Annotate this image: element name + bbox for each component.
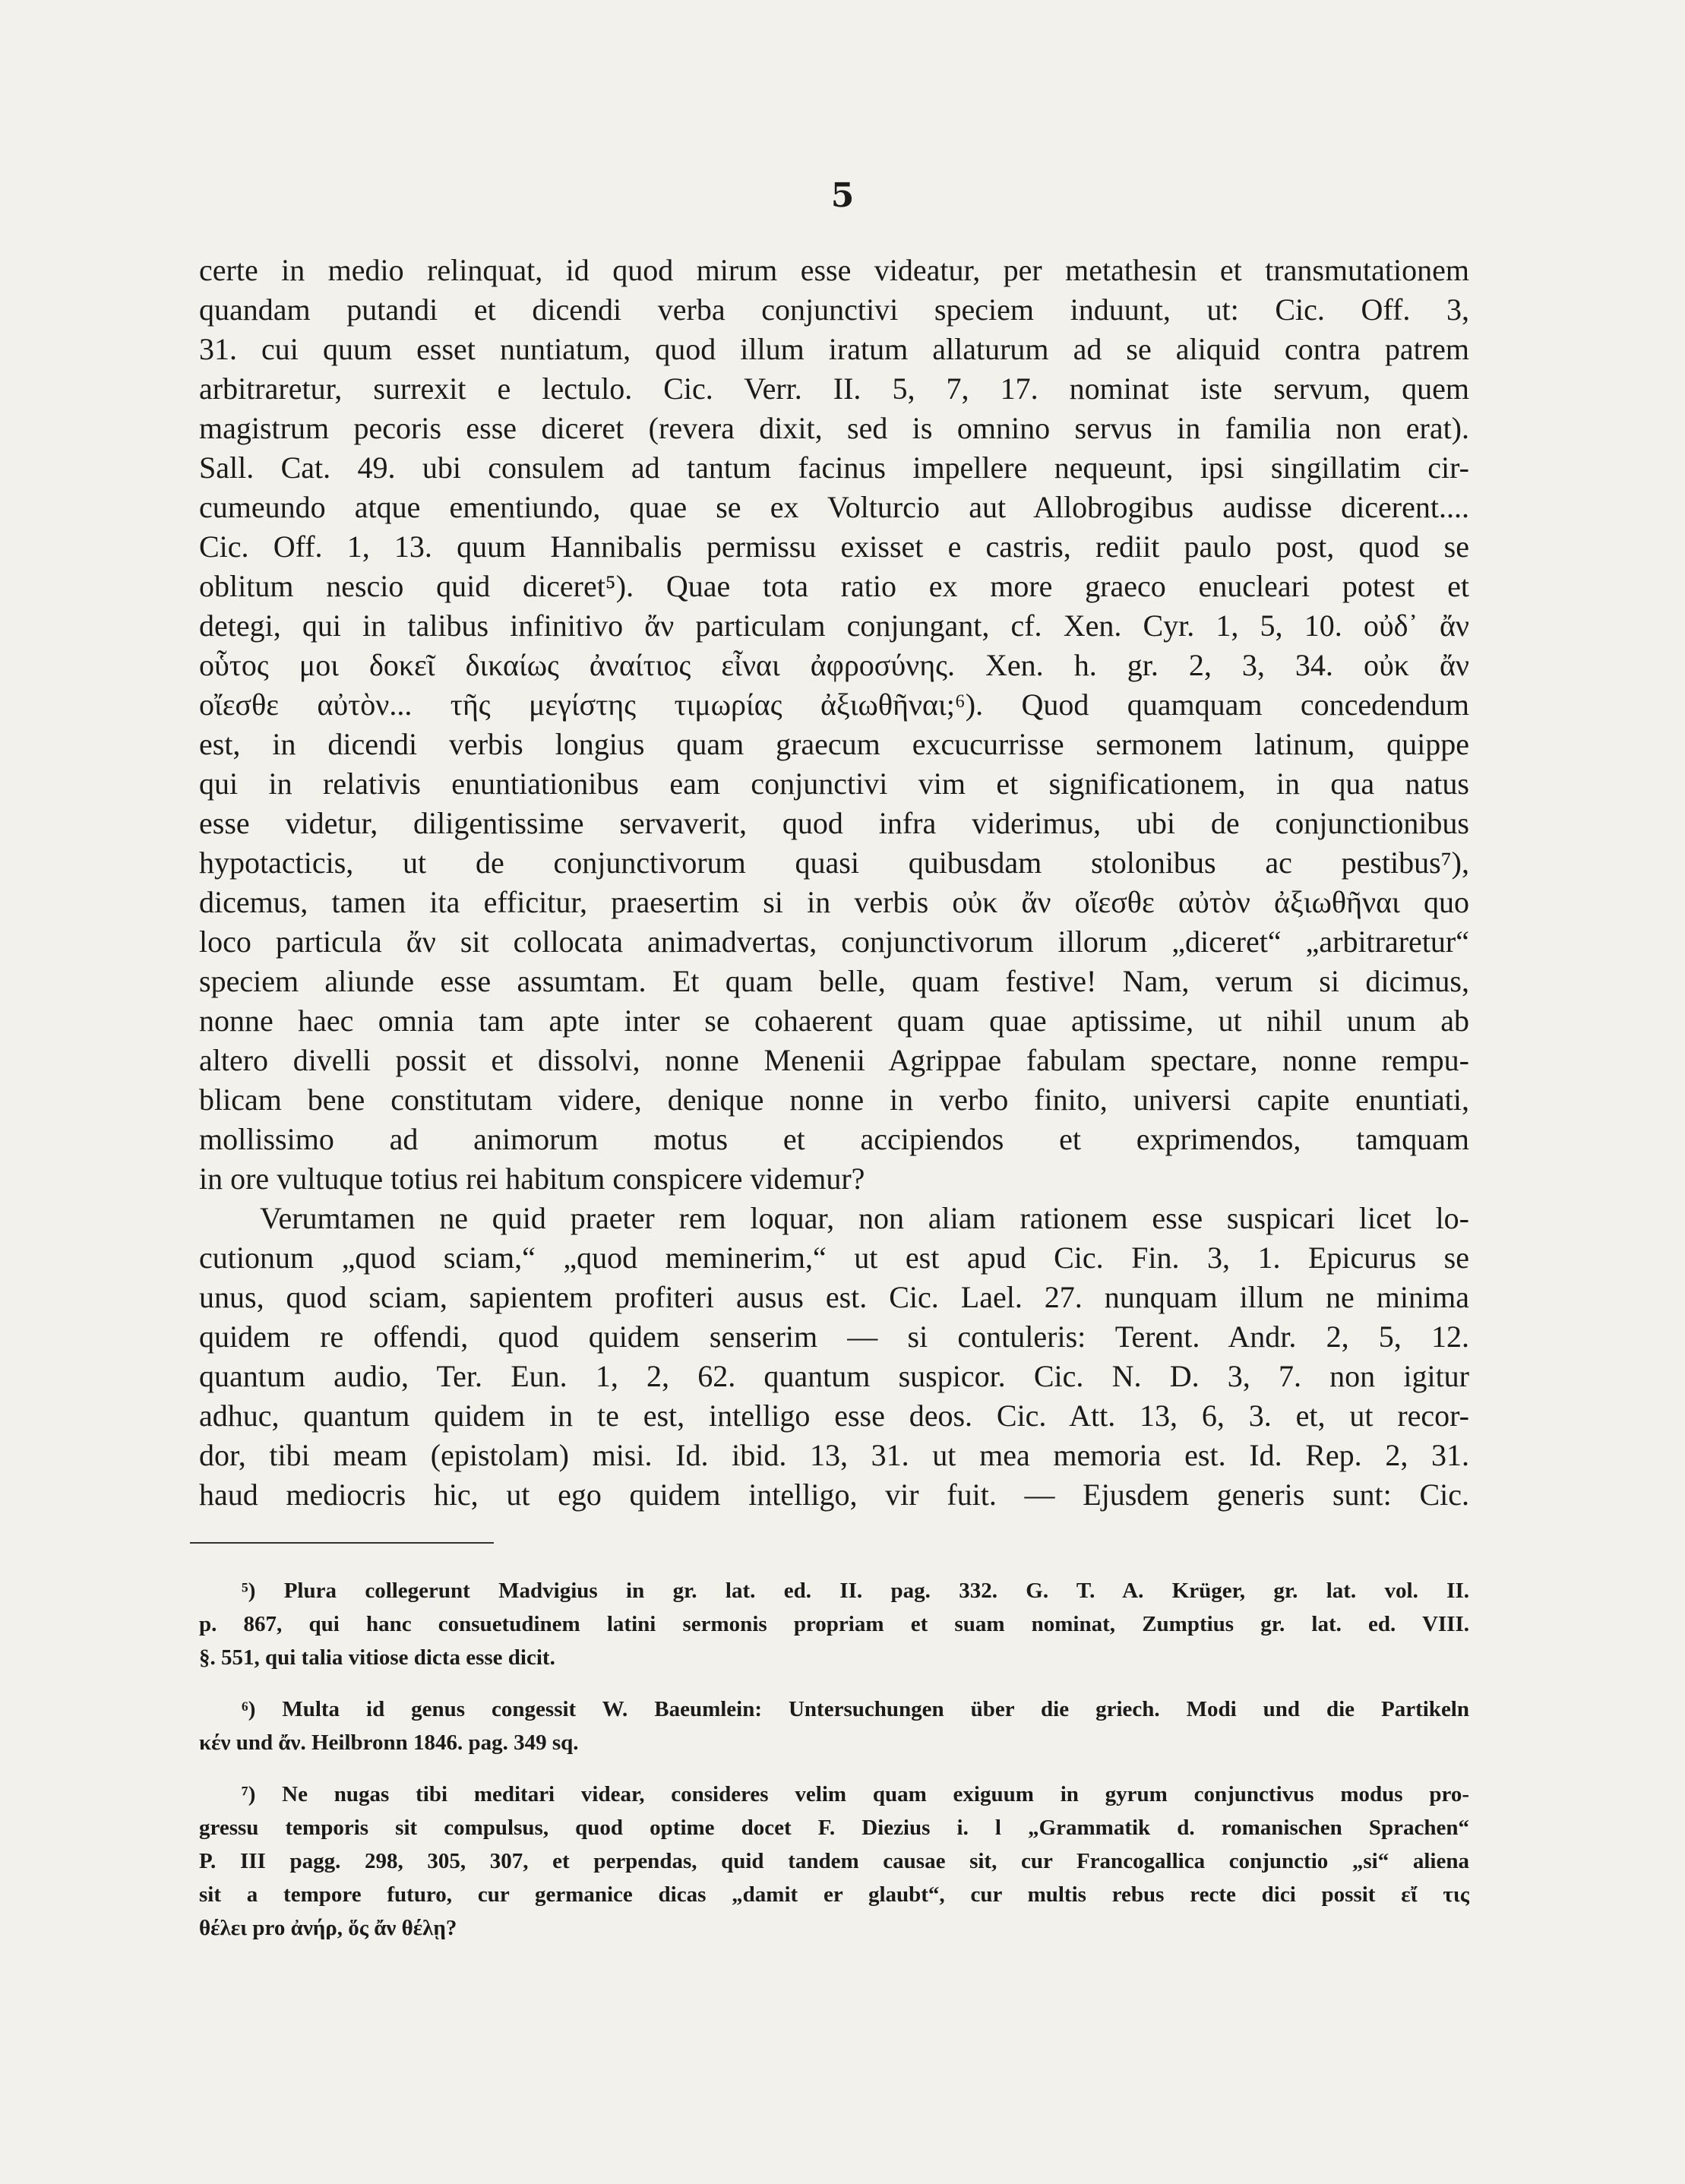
footnotes [199,1574,1469,1963]
text-line: loco particula ἄν sit collocata animadvertas, conjunctivorum illorum „diceret“ „arbitraretur“ [199,924,1469,959]
text-line: nonne haec omnia tam apte inter se cohaerent quam quae aptissime, ut nihil unum ab [199,1004,1469,1038]
text-line: oblitum nescio quid diceret⁵). Quae tota ratio ex more graeco enucleari potest et [199,569,1469,603]
text-line: arbitraretur, surrexit e lectulo. Cic. Verr. II. 5, 7, 17. nominat iste servum, quem [199,371,1469,406]
footnote-7 [199,1778,1469,1945]
text-line: Sall. Cat. 49. ubi consulem ad tantum facinus impellere nequeunt, ipsi singillatim cir- [199,450,1469,485]
text-line: certe in medio relinquat, id quod mirum esse videatur, per metathesin et transmutationem [199,253,1469,287]
paragraph-end-line: in ore vultuque totius rei habitum conspicere videmur? [199,1162,865,1196]
footnote-line: gressu temporis sit compulsus, quod optime docet F. Diezius i. l „Grammatik d. romanischen Sprachen“ [199,1816,1469,1840]
text-line: quidem re offendi, quod quidem senserim — si contuleris: Terent. Andr. 2, 5, 12. [199,1320,1469,1354]
footnote-5 [199,1574,1469,1674]
footnote-line: κέν und ἄν. Heilbronn 1846. pag. 349 sq. [199,1730,579,1755]
text-line: quantum audio, Ter. Eun. 1, 2, 62. quantum suspicor. Cic. N. D. 3, 7. non igitur [199,1359,1469,1393]
text-line: detegi, qui in talibus infinitivo ἄν particulam conjungant, cf. Xen. Cyr. 1, 5, 10. οὐδ᾽ ἄν [199,608,1469,643]
footnote-line: ⁵) Plura collegerunt Madvigius in gr. lat. ed. II. pag. 332. G. T. A. Krüger, gr. lat. vol. II. [242,1579,1469,1603]
footnote-6 [199,1693,1469,1759]
text-line: mollissimo ad animorum motus et accipiendos et exprimendos, tamquam [199,1122,1469,1156]
footnote-line: ⁶) Multa id genus congessit W. Baeumlein: Untersuchungen über die griech. Modi und die Partikeln [242,1697,1469,1721]
footnote-line: P. III pagg. 298, 305, 307, et perpendas, quid tandem causae sit, cur Francogallica conjunctio „si“ aliena [199,1849,1469,1873]
page-number: 5 [830,176,855,215]
text-line: 31. cui quum esset nuntiatum, quod illum iratum allaturum ad se aliquid contra patrem [199,332,1469,366]
text-line: hypotacticis, ut de conjunctivorum quasi quibusdam stolonibus ac pestibus⁷), [199,845,1469,880]
text-line: magistrum pecoris esse diceret (revera dixit, sed is omnino servus in familia non erat). [199,411,1469,445]
text-line: esse videtur, diligentissime servaverit, quod infra viderimus, ubi de conjunctionibus [199,806,1469,840]
text-line: qui in relativis enuntiationibus eam conjunctivi vim et significationem, in qua natus [199,766,1469,801]
text-line: altero divelli possit et dissolvi, nonne Menenii Agrippae fabulam spectare, nonne rempu- [199,1043,1469,1077]
paragraph-start-line: Verumtamen ne quid praeter rem loquar, non aliam rationem esse suspicari licet lo- [260,1201,1469,1235]
text-line: haud mediocris hic, ut ego quidem intelligo, vir fuit. — Ejusdem generis sunt: Cic. [199,1478,1469,1512]
text-line: adhuc, quantum quidem in te est, intelligo esse deos. Cic. Att. 13, 6, 3. et, ut recor- [199,1399,1469,1433]
text-line: dor, tibi meam (epistolam) misi. Id. ibid. 13, 31. ut mea memoria est. Id. Rep. 2, 31. [199,1438,1469,1472]
footnote-divider [190,1542,494,1544]
footnote-line: §. 551, qui talia vitiose dicta esse dicit. [199,1645,555,1670]
footnote-line: sit a tempore futuro, cur germanice dicas „damit er glaubt“, cur multis rebus recte dici possit εἴ τις [199,1882,1469,1907]
text-line: οὗτος μοι δοκεῖ δικαίως ἀναίτιος εἶναι ἀφροσύνης. Xen. h. gr. 2, 3, 34. οὐκ ἄν [199,648,1469,682]
text-line: dicemus, tamen ita efficitur, praesertim si in verbis οὐκ ἄν οἴεσθε αὐτὸν ἀξιωθῆναι quo [199,885,1469,919]
text-line: speciem aliunde esse assumtam. Et quam belle, quam festive! Nam, verum si dicimus, [199,964,1469,998]
text-line: οἴεσθε αὐτὸν... τῆς μεγίστης τιμωρίας ἀξιωθῆναι;⁶). Quod quamquam concedendum [199,687,1469,722]
text-line: Cic. Off. 1, 13. quum Hannibalis permissu exisset e castris, rediit paulo post, quod se [199,529,1469,564]
text-line: est, in dicendi verbis longius quam graecum excucurrisse sermonem latinum, quippe [199,727,1469,761]
main-text [199,251,1469,1515]
text-line: quandam putandi et dicendi verba conjunctivi speciem induunt, ut: Cic. Off. 3, [199,292,1469,327]
text-line: blicam bene constitutam videre, denique nonne in verbo finito, universi capite enuntiati, [199,1083,1469,1117]
footnote-line: ⁷) Ne nugas tibi meditari videar, consideres velim quam exiguum in gyrum conjunctivus modus pro- [242,1782,1469,1806]
text-line: cumeundo atque ementiundo, quae se ex Volturcio aut Allobrogibus audisse dicerent.... [199,490,1469,524]
text-line: cutionum „quod sciam,“ „quod meminerim,“ ut est apud Cic. Fin. 3, 1. Epicurus se [199,1241,1469,1275]
footnote-line: θέλει pro ἀνήρ, ὅς ἄν θέλῃ? [199,1916,457,1940]
text-line: unus, quod sciam, sapientem profiteri ausus est. Cic. Lael. 27. nunquam illum ne minima [199,1280,1469,1314]
footnote-line: p. 867, qui hanc consuetudinem latini sermonis propriam et suam nominat, Zumptius gr. lat. ed. VIII. [199,1612,1469,1636]
